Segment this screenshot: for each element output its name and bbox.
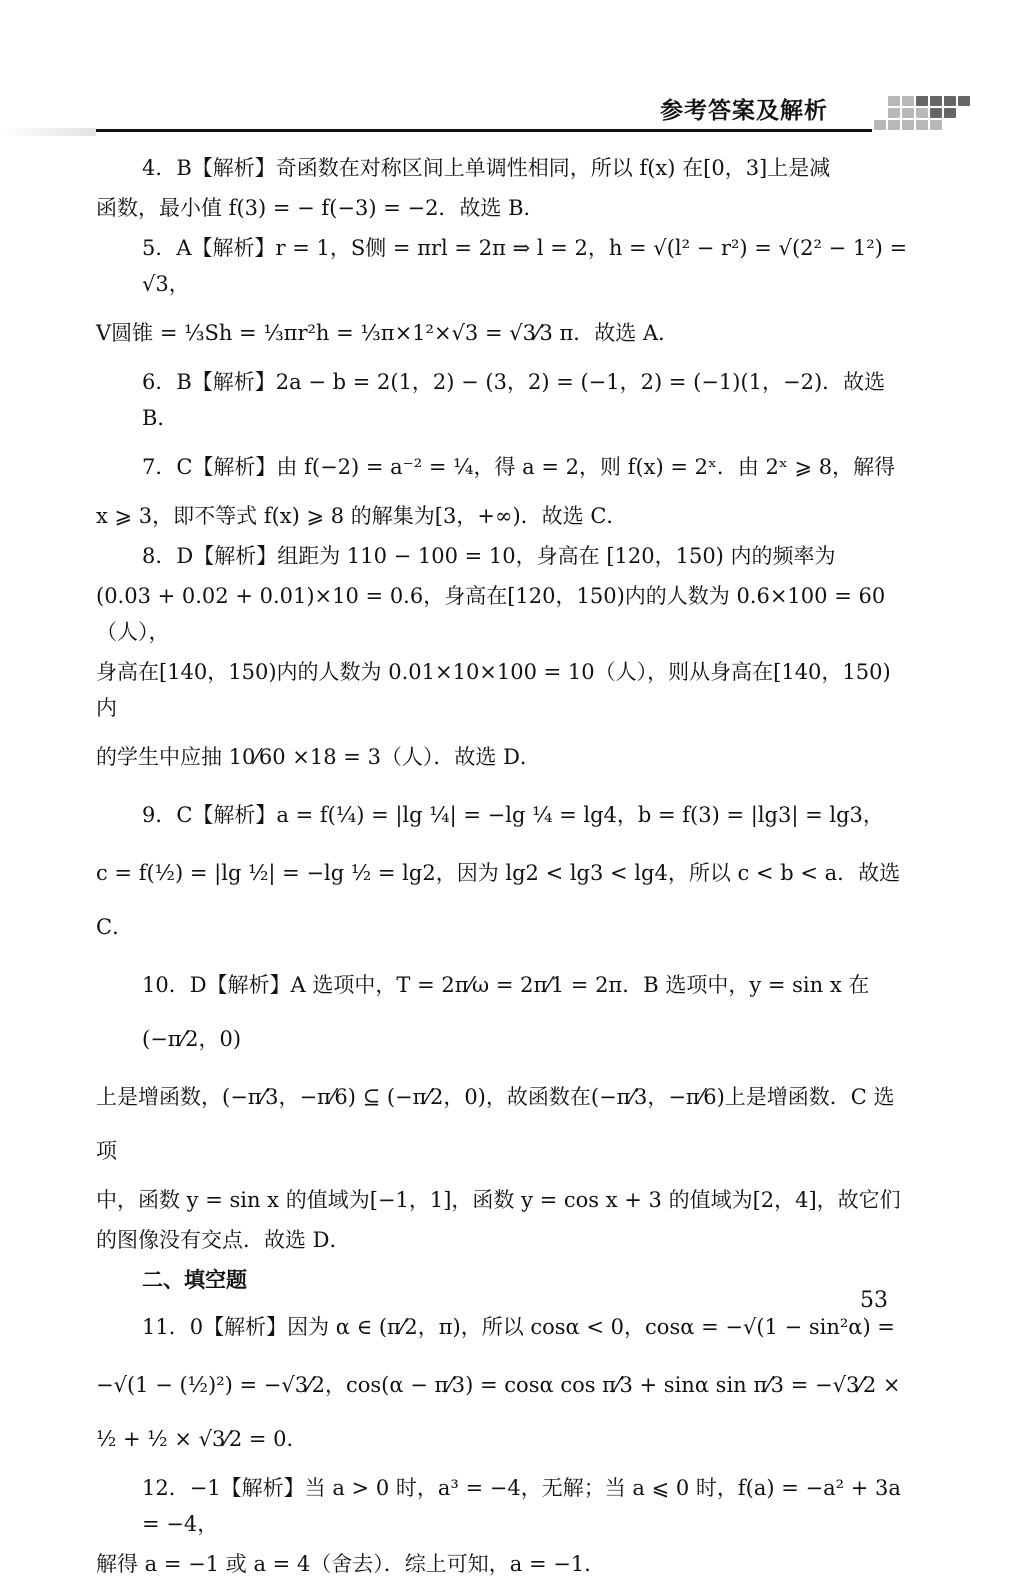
answer-10-line-1: 10．D【解析】A 选项中，T = 2π⁄ω = 2π⁄1 = 2π．B 选项中，y = sin x 在(−π⁄2，0) [142, 973, 870, 1051]
answer-12-line-1: 12．−1【解析】当 a > 0 时，a³ = −4，无解；当 a ⩽ 0 时，f(a) = −a² + 3a = −4， [142, 1476, 901, 1536]
answer-11-line-1: 11．0【解析】因为 α ∈ (π⁄2，π)，所以 cosα < 0，cosα = −√(1 − sin²α) = [142, 1315, 895, 1339]
answer-8-line-1: 8．D【解析】组距为 110 − 100 = 10，身高在 [120，150) 内的频率为 [142, 544, 836, 568]
answer-4-line-2: 函数，最小值 f(3) = − f(−3) = −2．故选 B． [96, 196, 545, 220]
answer-8-line-2: (0.03 + 0.02 + 0.01)×10 = 0.6，身高在[120，150)内的人数为 0.6×100 = 60（人）， [96, 584, 886, 644]
answer-5-line-1: 5．A【解析】r = 1，S侧 = πrl = 2π ⇒ l = 2，h = √(l² − r²) = √(2² − 1²) = √3， [142, 236, 908, 296]
answer-7-line-2: x ⩾ 3，即不等式 f(x) ⩾ 8 的解集为[3，+∞)．故选 C． [96, 504, 628, 528]
page-number: 53 [860, 1288, 888, 1313]
answer-8-line-4: 的学生中应抽 10⁄60 ×18 = 3（人）．故选 D． [96, 745, 541, 769]
header-dots-decoration [874, 96, 970, 130]
answer-5-line-2: V圆锥 = ⅓Sh = ⅓πr²h = ⅓π×1²×√3 = √3⁄3 π．故选 A． [96, 321, 680, 345]
answer-content [96, 150, 908, 1586]
answer-10-line-3: 中，函数 y = sin x 的值域为[−1，1]，函数 y = cos x + 3 的值域为[2，4]，故它们 [96, 1188, 901, 1212]
header-title: 参考答案及解析 [660, 98, 828, 124]
answer-10-line-2: 上是增函数，(−π⁄3，−π⁄6) ⊆ (−π⁄2，0)，故函数在(−π⁄3，−π⁄6)上是增函数．C 选项 [96, 1085, 895, 1163]
answer-4-line-1: 4．B【解析】奇函数在对称区间上单调性相同，所以 f(x) 在[0，3]上是减 [142, 156, 831, 180]
answer-6-line-1: 6．B【解析】2a − b = 2(1，2) − (3，2) = (−1，2) = (−1)(1，−2)．故选 B． [142, 370, 886, 430]
answer-9-line-1: 9．C【解析】a = f(¼) = |lg ¼| = −lg ¼ = lg4，b = f(3) = |lg3| = lg3， [142, 803, 884, 827]
answer-9-line-2: c = f(½) = |lg ½| = −lg ½ = lg2，因为 lg2 < lg3 < lg4，所以 c < b < a．故选 C． [96, 861, 901, 939]
answer-10-line-4: 的图像没有交点．故选 D． [96, 1228, 351, 1252]
answer-11-line-2: −√(1 − (½)²) = −√3⁄2，cos(α − π⁄3) = cosα cos π⁄3 + sinα sin π⁄3 = −√3⁄2 × ½ + ½ × √3⁄2 = 0． [96, 1373, 901, 1451]
answer-12-line-2: 解得 a = −1 或 a = 4（舍去）．综上可知，a = −1． [96, 1552, 606, 1576]
answer-7-line-1: 7．C【解析】由 f(−2) = a⁻² = ¼，得 a = 2，则 f(x) = 2ˣ．由 2ˣ ⩾ 8，解得 [142, 455, 896, 479]
page-header [0, 88, 1032, 138]
section-heading: 二、填空题 [142, 1268, 247, 1292]
header-shade [0, 128, 96, 136]
header-rule [96, 129, 872, 132]
answer-8-line-3: 身高在[140，150)内的人数为 0.01×10×100 = 10（人），则从身高在[140，150)内 [96, 660, 891, 720]
